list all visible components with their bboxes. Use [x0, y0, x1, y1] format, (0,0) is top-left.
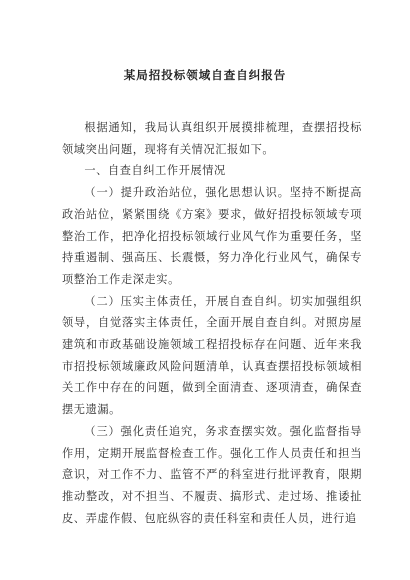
- paragraph-3: （三）强化责任追究，务求查摆实效。强化监督指导作用，定期开展监督检查工作。强化工作人员责任和担当意识，对工作不力、监管不严的科室进行批评教育，限期推动整改，对不担当、不履责、搞形式、走过场、推诿扯皮、弄虚作假、包庇纵容的责任科室和责任人员，进行追: [62, 424, 362, 525]
- paragraph-1: （一）提升政治站位，强化思想认识。坚持不断提高政治站位，紧紧围绕《方案》要求，做好招投标领域专项整治工作，把净化招投标领域行业风气作为重要任务，坚持重遏制、强高压、长震慑，努力净化行业风气，确保专项整治工作走深走实。: [62, 186, 362, 286]
- paragraph-2: （二）压实主体责任，开展自查自纠。切实加强组织领导，自觉落实主体责任，全面开展自查自纠。对照房屋建筑和市政基础设施领域工程招投标存在问题、近年来我市招投标领域廉政风险问题清单，认真查摆招投标领域相关工作中存在的问题，做到全面清查、逐项清查，确保查摆无遗漏。: [62, 294, 362, 417]
- document-body: [62, 117, 362, 529]
- document-title: 某局招投标领域自查自纠报告: [123, 68, 287, 82]
- section-heading-1: 一、自查自纠工作开展情况: [84, 164, 226, 178]
- paragraph-intro: 根据通知，我局认真组织开展摸排梳理，查摆招投标领域突出问题，现将有关情况汇报如下。: [62, 121, 362, 156]
